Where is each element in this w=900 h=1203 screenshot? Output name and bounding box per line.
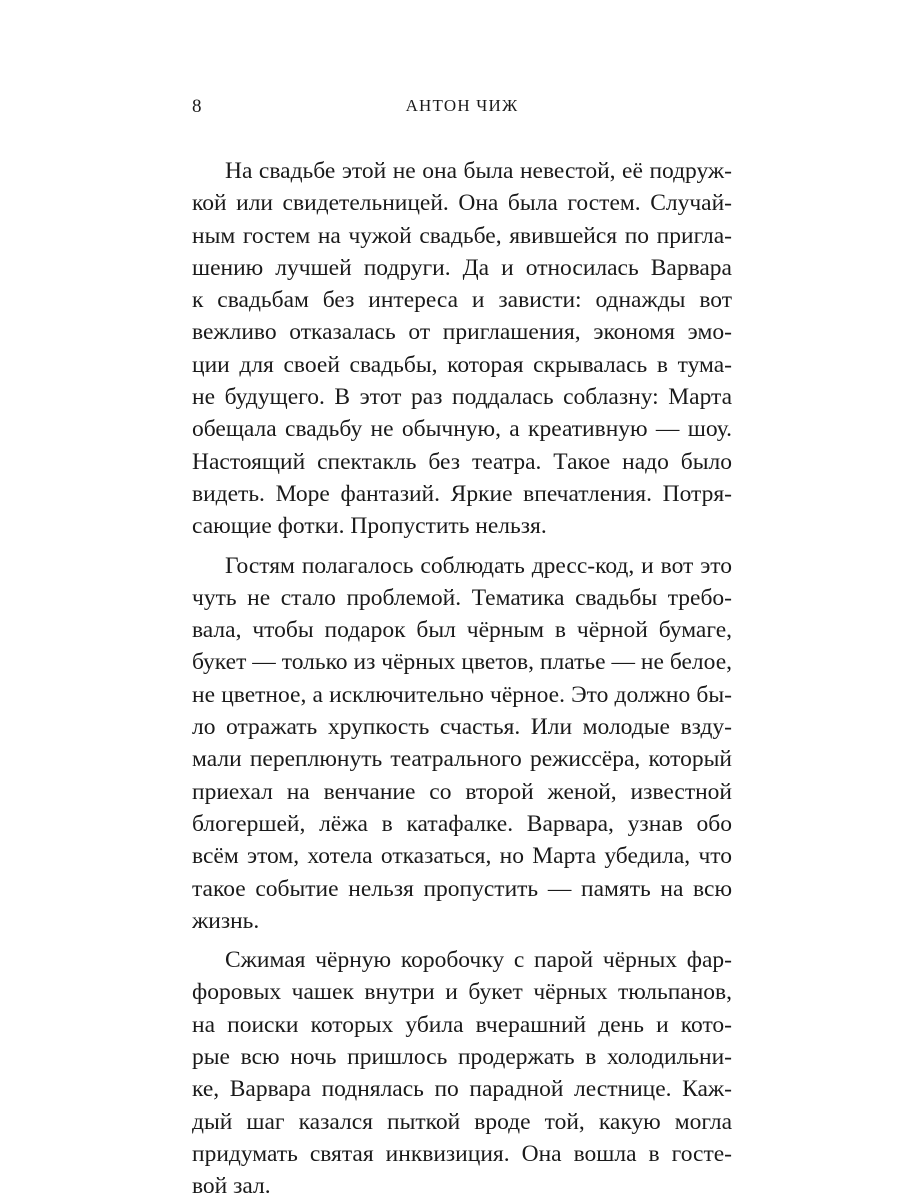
text-line: жизнь. <box>192 907 260 934</box>
running-head <box>192 96 732 120</box>
text-line: ции для своей свадьбы, которая скрывалась в тума- <box>192 351 732 378</box>
page-number: 8 <box>192 96 202 117</box>
text-line: такое событие нельзя пропустить — память на всю <box>192 875 732 902</box>
text-line: к свадьбам без интереса и зависти: однажды вот <box>192 287 732 314</box>
text-line: приехал на венчание со второй женой, известной <box>192 778 732 805</box>
text-line: На свадьбе этой не она была невестой, её подруж- <box>225 158 732 184</box>
text-line: вежливо отказалась от приглашения, экономя эмо- <box>192 319 732 346</box>
text-line: обещала свадьбу не обычную, а креативную — шоу. <box>192 416 732 443</box>
body-text <box>192 155 732 1203</box>
paragraph <box>192 550 732 938</box>
running-head-author: АНТОН ЧИЖ <box>405 96 519 115</box>
text-line: вой зал. <box>192 1173 271 1200</box>
text-line: мали переплюнуть театрального режиссёра, который <box>192 746 732 773</box>
text-line: вала, чтобы подарок был чёрным в чёрной бумаге, <box>192 617 732 644</box>
text-line: Гостям полагалось соблюдать дресс-код, и вот это <box>225 552 732 579</box>
paragraph <box>192 944 732 1202</box>
text-line: чуть не стало проблемой. Тематика свадьбы требо- <box>192 584 732 611</box>
text-line: Сжимая чёрную коробочку с парой чёрных фар- <box>225 947 732 974</box>
text-line: дый шаг казался пыткой вроде той, какую могла <box>192 1108 732 1135</box>
text-line: ным гостем на чужой свадьбе, явившейся по пригла- <box>192 222 732 249</box>
text-line: не цветное, а исключительно чёрное. Это должно бы- <box>192 681 732 708</box>
text-line: ло отражать хрупкость счастья. Или молодые взду- <box>192 714 732 741</box>
text-line: рые всю ночь пришлось продержать в холодильни- <box>192 1044 732 1071</box>
text-line: шению лучшей подруги. Да и относилась Варвара <box>192 254 732 281</box>
text-line: сающие фотки. Пропустить нельзя. <box>192 513 547 540</box>
text-line: ке, Варвара поднялась по парадной лестнице. Каж- <box>192 1076 732 1103</box>
paragraph <box>192 155 732 543</box>
text-line: блогершей, лёжа в катафалке. Варвара, узнав обо <box>192 810 732 837</box>
text-line: кой или свидетельницей. Она была гостем. Случай- <box>192 190 732 217</box>
text-line: не будущего. В этот раз поддалась соблазну: Марта <box>192 384 732 411</box>
text-line: всём этом, хотела отказаться, но Марта убедила, что <box>192 843 732 870</box>
text-line: Настоящий спектакль без театра. Такое надо было <box>192 448 732 475</box>
text-line: на поиски которых убила вчерашний день и кото- <box>192 1011 732 1038</box>
text-line: букет — только из чёрных цветов, платье — не белое, <box>192 649 732 676</box>
text-line: форовых чашек внутри и букет чёрных тюльпанов, <box>192 979 732 1006</box>
text-line: видеть. Море фантазий. Яркие впечатления. Потря- <box>192 480 732 507</box>
text-line: придумать святая инквизиция. Она вошла в госте- <box>192 1140 732 1167</box>
